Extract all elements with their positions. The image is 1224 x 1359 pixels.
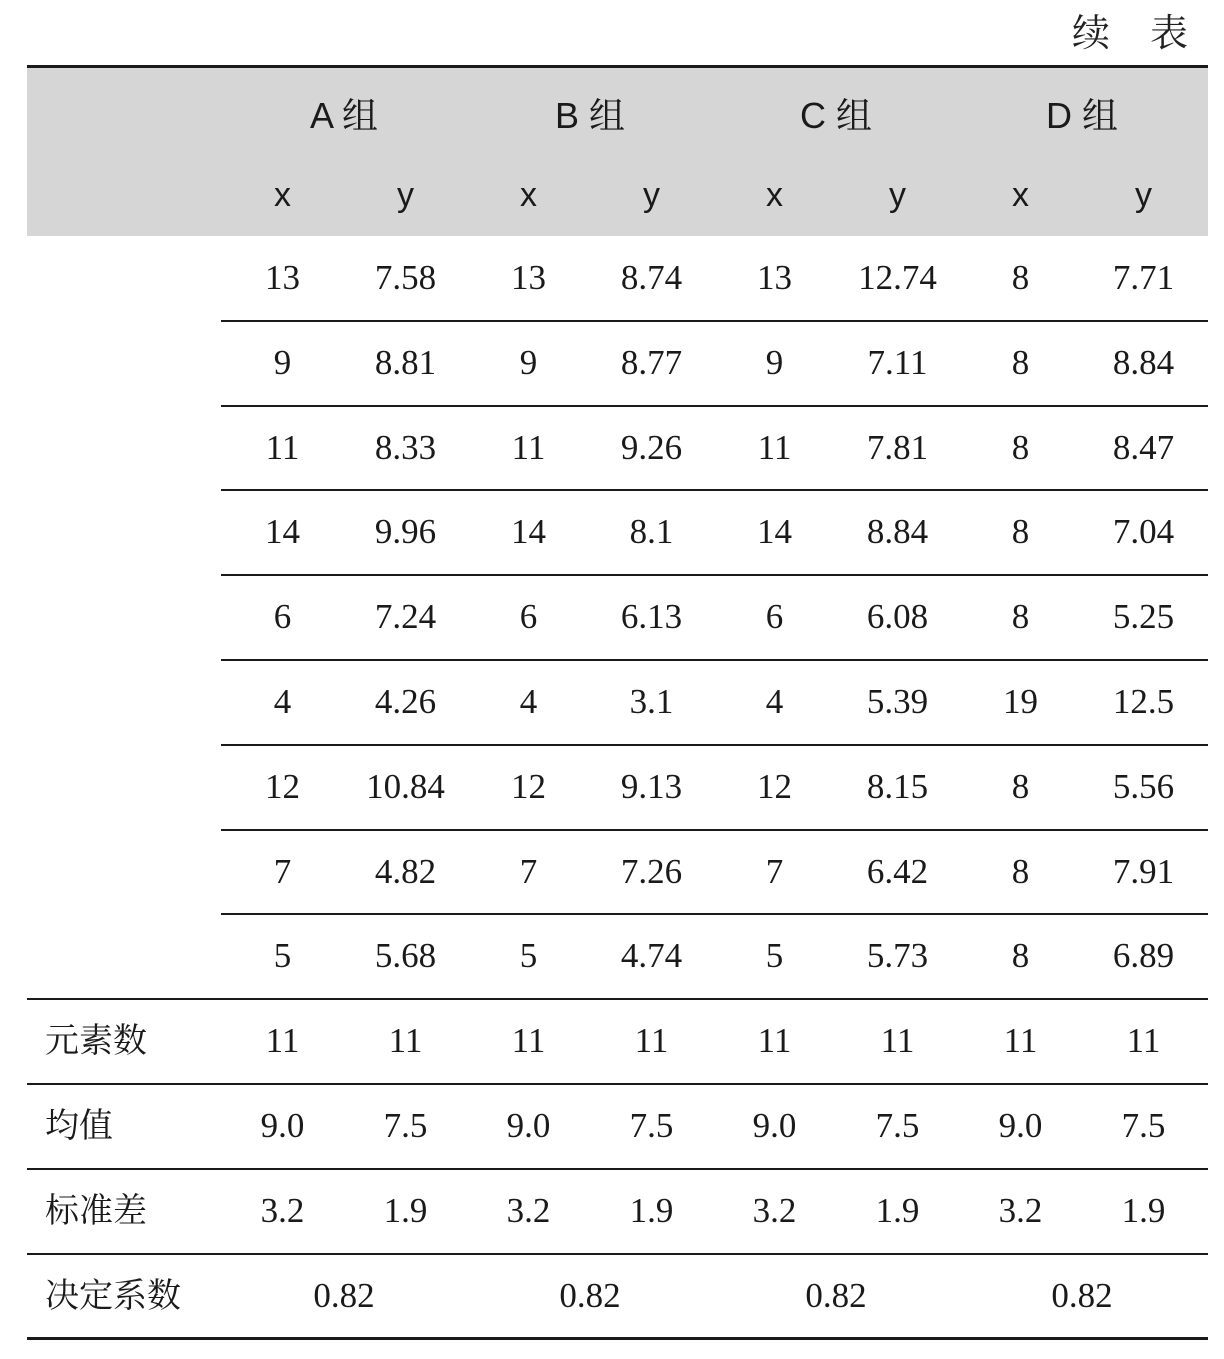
table-cell: 6 <box>273 597 292 637</box>
table-cell: 6 <box>519 597 538 637</box>
table-cell: 7.81 <box>866 427 929 467</box>
table-cell: 12 <box>511 766 546 806</box>
table-cell: 8.74 <box>620 258 683 297</box>
table-cell: 6.42 <box>866 851 929 891</box>
r2-row-label: 决定系数 <box>45 1275 181 1316</box>
table-cell: 10.84 <box>366 766 445 806</box>
table-cell: 8.33 <box>374 427 437 467</box>
summary-cell: 11 <box>388 1021 423 1061</box>
column-header: y <box>643 176 660 214</box>
table-cell: 5 <box>765 936 784 976</box>
summary-cell: 11 <box>1003 1021 1038 1061</box>
r2-cell: 0.82 <box>559 1275 621 1315</box>
table-cell: 6.89 <box>1112 936 1175 976</box>
summary-cell: 3.2 <box>752 1190 797 1230</box>
column-header: y <box>397 176 414 214</box>
table-cell: 7.91 <box>1112 851 1175 891</box>
group-header: A 组 <box>309 95 379 136</box>
table-cell: 5 <box>273 936 292 976</box>
table-cell: 5.56 <box>1112 766 1175 806</box>
summary-cell: 3.2 <box>260 1190 305 1230</box>
table-cell: 19 <box>1003 682 1038 721</box>
group-header: D 组 <box>1045 95 1118 136</box>
table-cell: 4.74 <box>620 936 683 976</box>
summary-cell: 3.2 <box>998 1190 1043 1230</box>
column-header: y <box>1135 176 1152 214</box>
table-bottom-rule <box>27 1337 1208 1340</box>
table-header <box>27 68 1208 236</box>
summary-cell: 9.0 <box>998 1106 1043 1145</box>
summary-cell: 7.5 <box>1121 1106 1166 1145</box>
table-cell: 3.1 <box>629 682 674 721</box>
table-cell: 8.15 <box>866 766 929 806</box>
table-cell: 4 <box>273 682 292 721</box>
summary-cell: 3.2 <box>506 1190 551 1230</box>
summary-cell: 11 <box>265 1021 300 1061</box>
r2-cell: 0.82 <box>313 1275 375 1315</box>
summary-cell: 7.5 <box>629 1106 674 1145</box>
table-cell: 5.73 <box>866 936 929 976</box>
table-cell: 13 <box>757 258 792 297</box>
table-cell: 5.39 <box>866 682 929 721</box>
column-header: x <box>766 176 783 214</box>
summary-cell: 11 <box>634 1021 669 1061</box>
summary-cell: 1.9 <box>383 1190 428 1230</box>
table-cell: 7 <box>273 851 292 891</box>
table-cell: 6.13 <box>620 597 683 637</box>
table-cell: 13 <box>265 258 300 297</box>
table-cell: 8 <box>1011 597 1030 637</box>
table-cell: 9 <box>273 342 292 382</box>
summary-cell: 11 <box>757 1021 792 1061</box>
table-cell: 8.47 <box>1112 427 1175 467</box>
table-cell: 7.26 <box>620 851 683 891</box>
table-cell: 4 <box>519 682 538 721</box>
column-header: x <box>1012 176 1029 214</box>
table-cell: 9 <box>519 342 538 382</box>
table-cell: 7.71 <box>1112 258 1175 297</box>
table-cell: 5.68 <box>374 936 437 976</box>
table-cell: 8 <box>1011 512 1030 552</box>
summary-cell: 9.0 <box>752 1106 797 1145</box>
table-cell: 9.96 <box>374 512 437 552</box>
summary-row-label: 元素数 <box>45 1021 147 1062</box>
table-cell: 11 <box>265 427 300 467</box>
column-header: x <box>274 176 291 214</box>
summary-cell: 9.0 <box>506 1106 551 1145</box>
table-cell: 13 <box>511 258 546 297</box>
column-header: x <box>520 176 537 214</box>
summary-cell: 7.5 <box>875 1106 920 1145</box>
table-cell: 8 <box>1011 851 1030 891</box>
table-cell: 4.82 <box>374 851 437 891</box>
caption-char-1: 续 <box>1072 11 1111 55</box>
summary-cell: 1.9 <box>1121 1190 1166 1230</box>
column-header: y <box>889 176 906 214</box>
table-cell: 7.58 <box>374 258 437 297</box>
summary-row-label: 标准差 <box>45 1190 147 1231</box>
summary-cell: 11 <box>1126 1021 1161 1061</box>
table-cell: 4.26 <box>374 682 437 721</box>
table-cell: 9 <box>765 342 784 382</box>
table-cell: 12.5 <box>1112 682 1175 721</box>
table-cell: 8 <box>1011 427 1030 467</box>
table-cell: 7.04 <box>1112 512 1175 552</box>
table-cell: 8.1 <box>629 512 674 552</box>
table-cell: 6.08 <box>866 597 929 637</box>
caption-char-2: 表 <box>1150 11 1189 55</box>
table-cell: 12 <box>265 766 300 806</box>
table-cell: 9.13 <box>620 766 683 806</box>
table-cell: 11 <box>511 427 546 467</box>
table-cell: 7 <box>519 851 538 891</box>
summary-cell: 9.0 <box>260 1106 305 1145</box>
table-cell: 7 <box>765 851 784 891</box>
table-cell: 5 <box>519 936 538 976</box>
table-cell: 9.26 <box>620 427 683 467</box>
r2-cell: 0.82 <box>805 1275 867 1315</box>
table-cell: 8.81 <box>374 342 437 382</box>
summary-cell: 7.5 <box>383 1106 428 1145</box>
summary-cell: 1.9 <box>875 1190 920 1230</box>
table-cell: 8 <box>1011 766 1030 806</box>
table-cell: 6 <box>765 597 784 637</box>
group-header: B 组 <box>554 95 625 136</box>
table-cell: 7.24 <box>374 597 437 637</box>
table-cell: 7.11 <box>867 342 928 382</box>
table-cell: 12 <box>757 766 792 806</box>
table-cell: 8 <box>1011 342 1030 382</box>
summary-cell: 1.9 <box>629 1190 674 1230</box>
table-cell: 14 <box>511 512 546 552</box>
table-cell: 8.84 <box>1112 342 1175 382</box>
r2-cell: 0.82 <box>1051 1275 1113 1315</box>
table-cell: 11 <box>757 427 792 467</box>
table-caption <box>0 0 1224 60</box>
table-cell: 4 <box>765 682 784 721</box>
summary-cell: 11 <box>511 1021 546 1061</box>
table-cell: 14 <box>265 512 300 552</box>
table-cell: 5.25 <box>1112 597 1175 637</box>
table-cell: 8.77 <box>620 342 683 382</box>
table-cell: 14 <box>757 512 792 552</box>
group-header: C 组 <box>799 95 872 136</box>
table-cell: 8 <box>1011 258 1030 297</box>
table-cell: 12.74 <box>858 258 937 297</box>
summary-cell: 11 <box>880 1021 915 1061</box>
table-cell: 8 <box>1011 936 1030 976</box>
table-cell: 8.84 <box>866 512 929 552</box>
summary-row-label: 均值 <box>45 1106 113 1146</box>
